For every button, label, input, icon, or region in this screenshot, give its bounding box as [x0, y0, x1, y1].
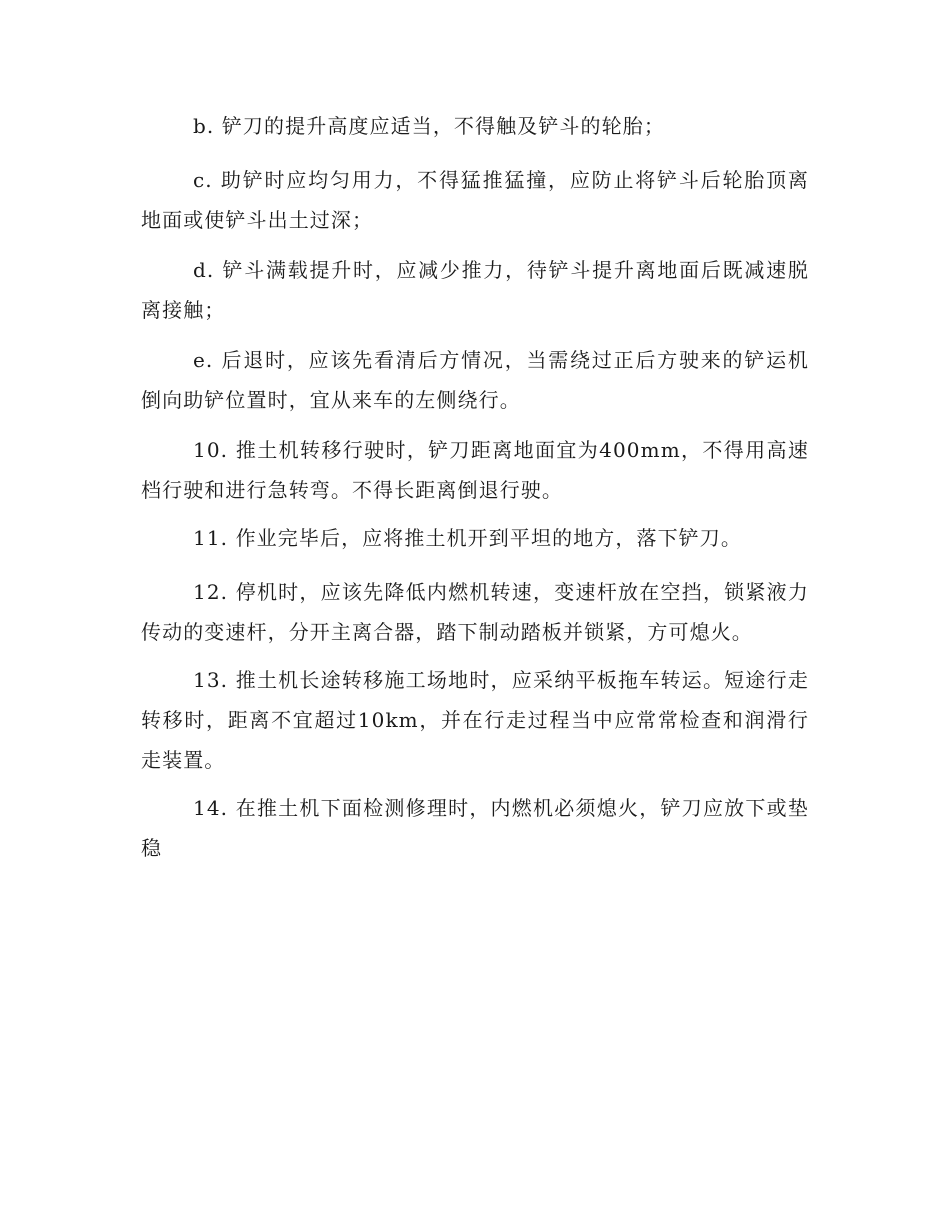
paragraph-12: 12. 停机时，应该先降低内燃机转速，变速杆放在空挡，锁紧液力传动的变速杆，分开主离合器，踏下制动踏板并锁紧，方可熄火。	[141, 580, 809, 644]
paragraph-d: d. 铲斗满载提升时，应减少推力，待铲斗提升离地面后既减速脱离接触；	[141, 258, 809, 322]
paragraph-c: c. 助铲时应均匀用力，不得猛推猛撞，应防止将铲斗后轮胎顶离地面或使铲斗出土过深；	[141, 168, 809, 232]
paragraph-10: 10. 推土机转移行驶时，铲刀距离地面宜为400mm，不得用高速档行驶和进行急转弯。不得长距离倒退行驶。	[141, 438, 809, 502]
paragraph-11: 11. 作业完毕后，应将推土机开到平坦的地方，落下铲刀。	[193, 526, 742, 550]
paragraph-b: b. 铲刀的提升高度应适当，不得触及铲斗的轮胎；	[193, 114, 665, 138]
paragraph-14: 14. 在推土机下面检测修理时，内燃机必须熄火，铲刀应放下或垫稳	[141, 796, 809, 860]
paragraph-13: 13. 推土机长途转移施工场地时，应采纳平板拖车转运。短途行走转移时，距离不宜超过10km，并在行走过程当中应常常检查和润滑行走装置。	[141, 668, 809, 772]
paragraph-e: e. 后退时，应该先看清后方情况，当需绕过正后方驶来的铲运机倒向助铲位置时，宜从来车的左侧绕行。	[141, 348, 809, 412]
